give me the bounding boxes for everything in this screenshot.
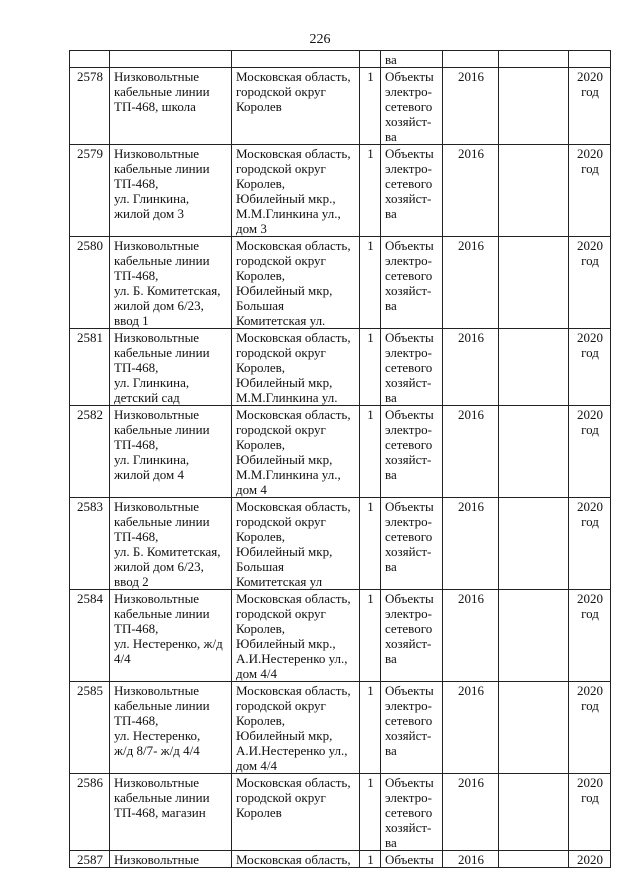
address-text: Московская область, городской округ Королев: [236, 69, 351, 114]
quantity-cell: [360, 498, 381, 590]
continuation-row: [70, 51, 611, 68]
object-type-text: Объекты электро- сетевого хозяйст- ва: [385, 499, 434, 574]
continuation-address-cell: [232, 51, 360, 68]
quantity-text: 1: [367, 591, 374, 606]
year-text: 2016: [458, 852, 484, 867]
continuation-plan-cell: [569, 51, 611, 68]
row-number-cell: [70, 774, 110, 851]
plan-year-cell: [569, 498, 611, 590]
plan-year-cell: [569, 145, 611, 237]
table-row: [70, 237, 611, 329]
year-text: 2016: [458, 146, 484, 161]
row-number-cell: [70, 406, 110, 498]
address-cell: [232, 237, 360, 329]
row-number-cell: [70, 498, 110, 590]
row-number-cell: [70, 851, 110, 868]
table-row: [70, 774, 611, 851]
plan-year-text: 2020: [577, 852, 603, 867]
row-number-text: 2582: [77, 407, 103, 422]
row-number-text: 2578: [77, 69, 103, 84]
table-row: [70, 498, 611, 590]
year-text: 2016: [458, 330, 484, 345]
year-cell: [443, 590, 499, 682]
page-number: 226: [309, 32, 331, 47]
year-cell: [443, 682, 499, 774]
address-text: Московская область, городской округ Королев, Юбилейный мкр, А.И.Нестеренко ул., дом 4/4: [236, 683, 351, 773]
address-text: Московская область, городской округ Королев, Юбилейный мкр, М.М.Глинкина ул.: [236, 330, 351, 405]
plan-year-cell: [569, 682, 611, 774]
year-text: 2016: [458, 683, 484, 698]
year-text: 2016: [458, 407, 484, 422]
plan-year-text: 2020 год: [577, 683, 603, 713]
continuation-type-text: ва: [385, 52, 397, 67]
address-cell: [232, 774, 360, 851]
object-type-cell: [381, 237, 443, 329]
table-row: [70, 145, 611, 237]
continuation-extra-cell: [499, 51, 569, 68]
object-type-cell: [381, 406, 443, 498]
continuation-num-cell: [70, 51, 110, 68]
object-type-text: Объекты электро- сетевого хозяйст- ва: [385, 407, 434, 482]
object-name-cell: [110, 68, 232, 145]
object-name-text: Низковольтные: [114, 852, 200, 867]
quantity-cell: [360, 682, 381, 774]
object-type-text: Объекты электро- сетевого хозяйст- ва: [385, 775, 434, 850]
empty-cell: [499, 406, 569, 498]
year-cell: [443, 406, 499, 498]
object-name-cell: [110, 590, 232, 682]
table-row: [70, 406, 611, 498]
year-text: 2016: [458, 591, 484, 606]
quantity-cell: [360, 851, 381, 868]
address-text: Московская область, городской округ Королев, Юбилейный мкр, Большая Комитетская ул: [236, 499, 351, 589]
object-type-text: Объекты электро- сетевого хозяйст- ва: [385, 683, 434, 758]
year-cell: [443, 145, 499, 237]
object-name-text: Низковольтные кабельные линии ТП-468, ул. Нестеренко, ж/д 8/7- ж/д 4/4: [114, 683, 210, 758]
address-text: Московская область, городской округ Королев, Юбилейный мкр., М.М.Глинкина ул., дом 3: [236, 146, 351, 236]
row-number-text: 2581: [77, 330, 103, 345]
address-text: Московская область,: [236, 852, 351, 867]
registry-table-body: [70, 51, 611, 868]
table-row: [70, 682, 611, 774]
object-name-cell: [110, 237, 232, 329]
quantity-cell: [360, 68, 381, 145]
address-cell: [232, 682, 360, 774]
plan-year-text: 2020 год: [577, 330, 603, 360]
object-name-cell: [110, 774, 232, 851]
quantity-text: 1: [367, 683, 374, 698]
object-type-cell: [381, 498, 443, 590]
object-name-text: Низковольтные кабельные линии ТП-468, ул. Б. Комитетская, жилой дом 6/23, ввод 1: [114, 238, 221, 328]
empty-cell: [499, 774, 569, 851]
plan-year-text: 2020 год: [577, 407, 603, 437]
address-cell: [232, 590, 360, 682]
continuation-qty-cell: [360, 51, 381, 68]
object-type-text: Объекты электро- сетевого хозяйст- ва: [385, 146, 434, 221]
year-cell: [443, 774, 499, 851]
object-name-text: Низковольтные кабельные линии ТП-468, ул. Б. Комитетская, жилой дом 6/23, ввод 2: [114, 499, 221, 589]
row-number-cell: [70, 237, 110, 329]
quantity-cell: [360, 145, 381, 237]
year-cell: [443, 851, 499, 868]
object-name-cell: [110, 682, 232, 774]
object-type-cell: [381, 590, 443, 682]
address-cell: [232, 329, 360, 406]
object-name-text: Низковольтные кабельные линии ТП-468, ул. Глинкина, жилой дом 3: [114, 146, 210, 221]
quantity-cell: [360, 406, 381, 498]
year-cell: [443, 68, 499, 145]
table-row: [70, 329, 611, 406]
object-name-cell: [110, 498, 232, 590]
object-name-cell: [110, 851, 232, 868]
quantity-cell: [360, 329, 381, 406]
object-type-text: Объекты электро- сетевого хозяйст- ва: [385, 69, 434, 144]
object-type-cell: [381, 851, 443, 868]
row-number-text: 2587: [77, 852, 103, 867]
plan-year-cell: [569, 590, 611, 682]
plan-year-text: 2020 год: [577, 146, 603, 176]
object-type-cell: [381, 329, 443, 406]
quantity-text: 1: [367, 330, 374, 345]
object-name-text: Низковольтные кабельные линии ТП-468, ул. Глинкина, детский сад: [114, 330, 210, 405]
address-text: Московская область, городской округ Королев, Юбилейный мкр, М.М.Глинкина ул., дом 4: [236, 407, 351, 497]
table-row: [70, 68, 611, 145]
object-type-text: Объекты электро- сетевого хозяйст- ва: [385, 591, 434, 666]
object-name-cell: [110, 329, 232, 406]
year-cell: [443, 237, 499, 329]
row-number-cell: [70, 590, 110, 682]
object-name-text: Низковольтные кабельные линии ТП-468, школа: [114, 69, 210, 114]
empty-cell: [499, 329, 569, 406]
registry-table: [69, 50, 611, 868]
year-cell: [443, 329, 499, 406]
year-text: 2016: [458, 775, 484, 790]
address-text: Московская область, городской округ Королев, Юбилейный мкр., А.И.Нестеренко ул., дом 4/4: [236, 591, 351, 681]
row-number-cell: [70, 68, 110, 145]
plan-year-cell: [569, 68, 611, 145]
quantity-text: 1: [367, 775, 374, 790]
object-name-text: Низковольтные кабельные линии ТП-468, ул. Глинкина, жилой дом 4: [114, 407, 210, 482]
object-name-text: Низковольтные кабельные линии ТП-468, магазин: [114, 775, 210, 820]
object-type-text: Объекты: [385, 852, 434, 867]
year-text: 2016: [458, 69, 484, 84]
object-type-cell: [381, 145, 443, 237]
plan-year-text: 2020 год: [577, 591, 603, 621]
object-type-text: Объекты электро- сетевого хозяйст- ва: [385, 238, 434, 313]
plan-year-text: 2020 год: [577, 69, 603, 99]
plan-year-cell: [569, 851, 611, 868]
empty-cell: [499, 498, 569, 590]
object-name-cell: [110, 406, 232, 498]
quantity-text: 1: [367, 407, 374, 422]
object-type-text: Объекты электро- сетевого хозяйст- ва: [385, 330, 434, 405]
row-number-cell: [70, 682, 110, 774]
row-number-text: 2580: [77, 238, 103, 253]
row-number-text: 2586: [77, 775, 103, 790]
row-number-text: 2585: [77, 683, 103, 698]
object-name-text: Низковольтные кабельные линии ТП-468, ул. Нестеренко, ж/д 4/4: [114, 591, 223, 666]
plan-year-cell: [569, 329, 611, 406]
row-number-cell: [70, 329, 110, 406]
plan-year-cell: [569, 774, 611, 851]
address-cell: [232, 851, 360, 868]
empty-cell: [499, 851, 569, 868]
address-text: Московская область, городской округ Королев: [236, 775, 351, 820]
empty-cell: [499, 237, 569, 329]
row-number-text: 2579: [77, 146, 103, 161]
table-row: [70, 851, 611, 868]
empty-cell: [499, 145, 569, 237]
continuation-type-cell: [381, 51, 443, 68]
plan-year-cell: [569, 406, 611, 498]
quantity-text: 1: [367, 499, 374, 514]
quantity-text: 1: [367, 852, 374, 867]
plan-year-text: 2020 год: [577, 775, 603, 805]
empty-cell: [499, 68, 569, 145]
quantity-text: 1: [367, 238, 374, 253]
row-number-text: 2584: [77, 591, 103, 606]
continuation-name-cell: [110, 51, 232, 68]
empty-cell: [499, 682, 569, 774]
continuation-year-cell: [443, 51, 499, 68]
object-type-cell: [381, 682, 443, 774]
object-type-cell: [381, 774, 443, 851]
address-cell: [232, 498, 360, 590]
address-text: Московская область, городской округ Королев, Юбилейный мкр, Большая Комитетская ул.: [236, 238, 351, 328]
plan-year-text: 2020 год: [577, 238, 603, 268]
quantity-cell: [360, 237, 381, 329]
quantity-text: 1: [367, 146, 374, 161]
plan-year-text: 2020 год: [577, 499, 603, 529]
year-text: 2016: [458, 499, 484, 514]
object-name-cell: [110, 145, 232, 237]
empty-cell: [499, 590, 569, 682]
year-text: 2016: [458, 238, 484, 253]
address-cell: [232, 406, 360, 498]
address-cell: [232, 145, 360, 237]
quantity-cell: [360, 774, 381, 851]
plan-year-cell: [569, 237, 611, 329]
year-cell: [443, 498, 499, 590]
quantity-cell: [360, 590, 381, 682]
quantity-text: 1: [367, 69, 374, 84]
address-cell: [232, 68, 360, 145]
object-type-cell: [381, 68, 443, 145]
row-number-text: 2583: [77, 499, 103, 514]
table-row: [70, 590, 611, 682]
row-number-cell: [70, 145, 110, 237]
